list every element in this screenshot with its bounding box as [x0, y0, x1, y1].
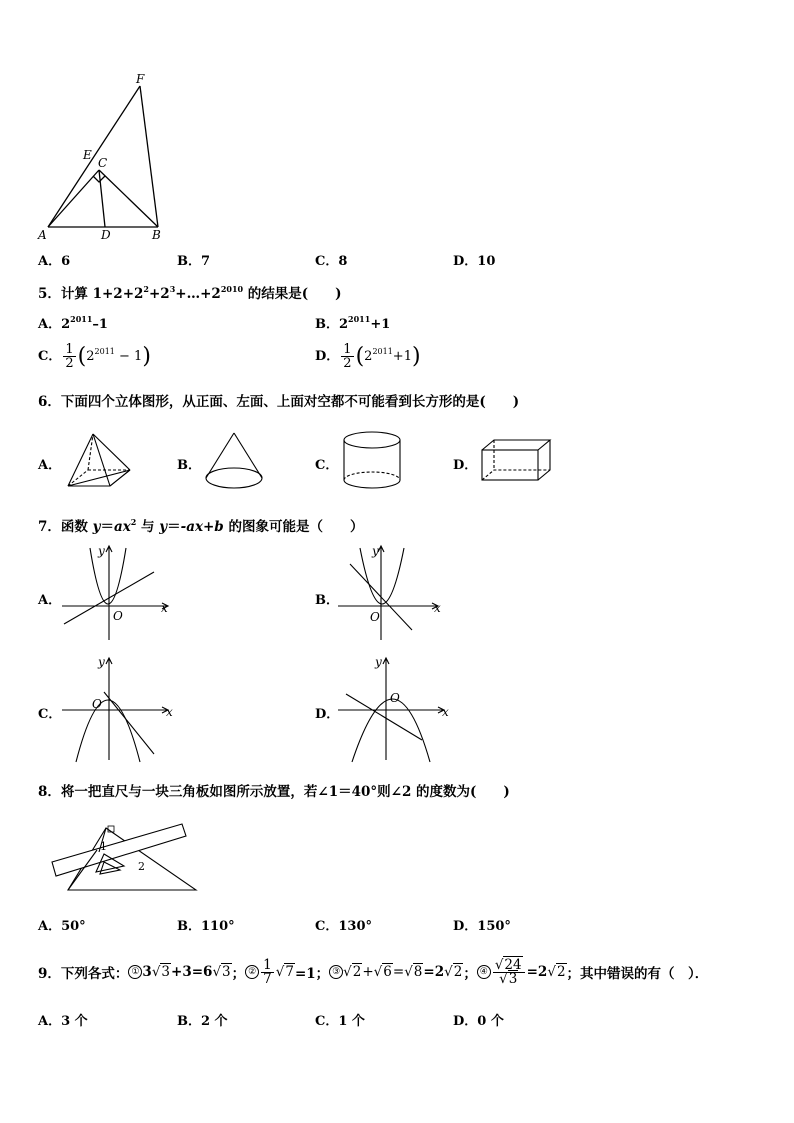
q8-option-c: C．130° [315, 919, 372, 934]
q8-option-a: A．50° [38, 919, 86, 934]
q6-pyramid-figure [62, 430, 140, 492]
q7-graph-a [58, 540, 178, 646]
q6-stem: 6．下面四个立体图形，从正面、左面、上面对空都不可能看到长方形的是( ) [38, 394, 520, 410]
q7a-x-label: x [161, 601, 168, 615]
q9-option-c: C．1 个 [315, 1014, 365, 1029]
label-C: C [98, 156, 108, 170]
q4-option-d: D．10 [453, 254, 496, 269]
q7-graph-b [334, 540, 454, 646]
q6-cylinder-figure [340, 428, 410, 494]
q7d-y-label: y [375, 655, 382, 669]
q8-stem: 8．将一把直尺与一块三角板如图所示放置，若∠1＝40°则∠2 的度数为( ) [38, 784, 510, 800]
q6-option-d: D． [453, 458, 478, 473]
q6-option-b: B． [177, 458, 201, 473]
q5-option-c: C． $\frac{1}{2}$ $(2^{2011} - 1)$ [38, 342, 151, 371]
q7d-origin-label: O [390, 691, 400, 705]
q7c-y-label: y [98, 655, 105, 669]
angle-1-label: 1 [100, 840, 107, 853]
label-A: A [38, 228, 47, 242]
angle-2-label: 2 [138, 860, 145, 873]
q5-option-b: B．$2^{2011}+1$ [315, 314, 391, 332]
q5-option-d: D． $\frac{1}{2}$ $(2^{2011}+1)$ [315, 342, 421, 371]
q7-option-a: A． [38, 593, 62, 608]
q7a-y-label: y [98, 544, 105, 558]
q8-ruler-triangle-figure [44, 812, 204, 896]
q7c-x-label: x [166, 705, 173, 719]
label-D: D [101, 228, 111, 242]
q6-cone-figure [200, 430, 270, 492]
q9-option-a: A．3 个 [38, 1014, 88, 1029]
q6-cuboid-figure [478, 436, 554, 486]
q7-option-d: D． [315, 707, 340, 722]
q9-option-b: B．2 个 [177, 1014, 228, 1029]
q4-option-a: A．6 [38, 254, 71, 269]
q7a-origin-label: O [113, 609, 123, 623]
q7b-x-label: x [434, 601, 441, 615]
q7d-x-label: x [442, 705, 449, 719]
q4-option-b: B．7 [177, 254, 211, 269]
q7-graph-d [334, 652, 459, 764]
q8-option-b: B．110° [177, 919, 235, 934]
q9-option-d: D．0 个 [453, 1014, 504, 1029]
q7b-origin-label: O [370, 610, 380, 624]
q6-option-c: C． [315, 458, 339, 473]
q4-option-c: C．8 [315, 254, 348, 269]
q7-stem: 7．函数 $y=ax^2$ 与 y＝-ax+b 的图象可能是（ ） [38, 517, 364, 535]
q7-option-b: B． [315, 593, 339, 608]
q5-stem: 5．计算 $1+2+2^2+2^3+\dots+2^{2010}$ 的结果是( ) [38, 284, 342, 302]
q5-option-a: A．$2^{2011}-1$ [38, 314, 108, 332]
q7b-y-label: y [372, 544, 379, 558]
q9-stem: 9．下列各式： ① 3 √3 +3=6 √3 ； ② $\frac{1}{7}$ √7 =1； ③ √2 + √6 = √8 =2 √2 ； ④ $\frac{√24}{√3}$ =2 √2 ；其中错误的有（ ）． [38, 956, 709, 987]
label-B: B [152, 228, 161, 242]
label-F: F [136, 72, 145, 86]
q6-option-a: A． [38, 458, 62, 473]
label-E: E [83, 148, 92, 162]
q8-option-d: D．150° [453, 919, 511, 934]
q7-graph-c [58, 652, 183, 764]
q7c-origin-label: O [92, 697, 102, 711]
q4-triangle-figure [30, 70, 180, 245]
q7-option-c: C． [38, 707, 62, 722]
